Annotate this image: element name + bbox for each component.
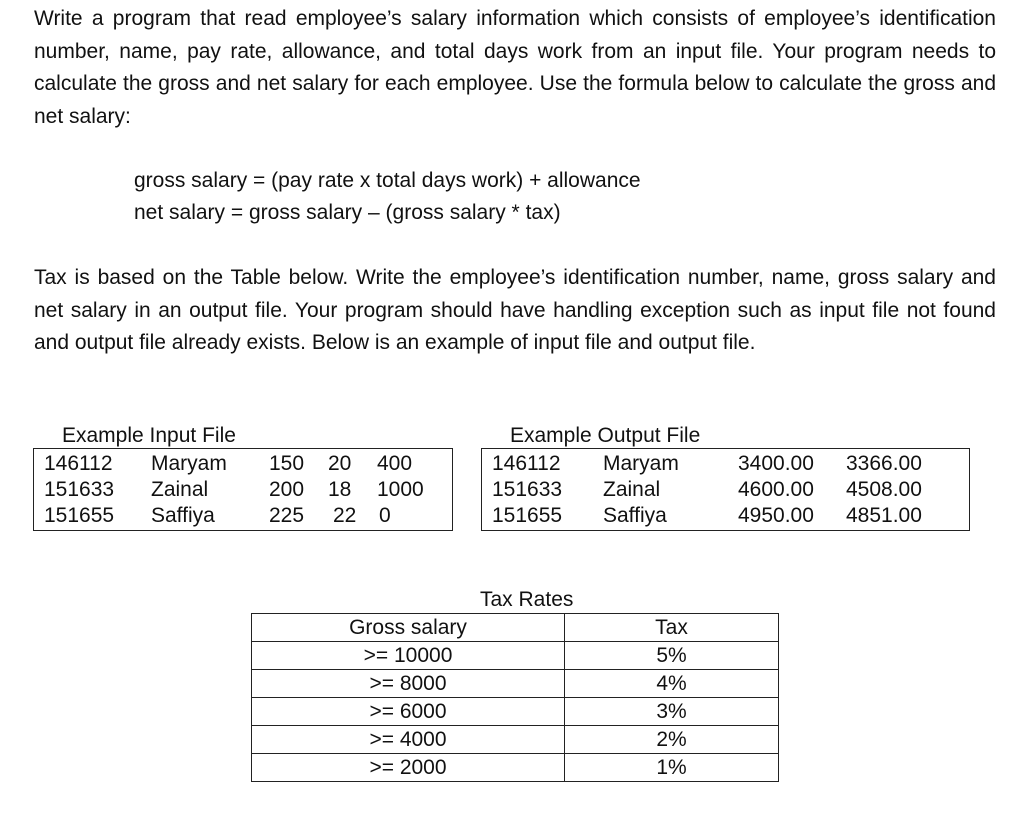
allowance: 1000	[377, 478, 424, 501]
employee-id: 151655	[44, 504, 115, 527]
employee-id: 151655	[492, 504, 563, 527]
pay-rate: 225	[269, 504, 305, 527]
output-row	[482, 477, 969, 503]
allowance: 0	[379, 504, 391, 527]
employee-name: Maryam	[603, 452, 679, 475]
gross-salary: 4600.00	[738, 478, 814, 501]
employee-name: Zainal	[151, 478, 209, 501]
employee-name: Maryam	[151, 452, 227, 475]
employee-id: 146112	[492, 452, 561, 475]
gross-threshold: >= 10000	[252, 642, 565, 670]
table-header-row	[252, 614, 779, 642]
table-row	[252, 698, 779, 726]
employee-id: 151633	[492, 478, 563, 501]
net-salary-formula: net salary = gross salary – (gross salary * tax)	[134, 201, 561, 224]
output-row	[482, 503, 969, 529]
net-salary: 3366.00	[846, 452, 922, 475]
days-worked: 22	[333, 504, 357, 527]
output-file-example	[481, 448, 970, 531]
input-row	[34, 477, 452, 503]
employee-name: Saffiya	[603, 504, 667, 527]
gross-salary-header: Gross salary	[252, 614, 565, 642]
input-row	[34, 451, 452, 477]
employee-id: 151633	[44, 478, 115, 501]
pay-rate: 200	[269, 478, 305, 501]
intro-paragraph: Write a program that read employee’s salary information which consists of employee’s identification number, name, pay rate, allowance, and total days work from an input file. Your program needs to calculate the gross and net salary for each employee. Use the formula below to calculate the gross and net salary:	[34, 7, 996, 128]
tax-rate: 3%	[565, 698, 779, 726]
gross-threshold: >= 8000	[252, 670, 565, 698]
pay-rate: 150	[269, 452, 305, 475]
gross-threshold: >= 4000	[252, 726, 565, 754]
gross-threshold: >= 2000	[252, 754, 565, 782]
input-file-example	[33, 448, 453, 531]
tax-rates-caption: Tax Rates	[480, 588, 574, 611]
tax-rate: 2%	[565, 726, 779, 754]
table-row	[252, 642, 779, 670]
tax-header: Tax	[565, 614, 779, 642]
net-salary: 4508.00	[846, 478, 922, 501]
employee-name: Zainal	[603, 478, 661, 501]
tax-note-paragraph: Tax is based on the Table below. Write the employee’s identification number, name, gross salary and net salary in an output file. Your program should have handling exception such as input file not found and output file already exists. Below is an example of input file and output file.	[34, 266, 996, 354]
table-row	[252, 670, 779, 698]
gross-threshold: >= 6000	[252, 698, 565, 726]
gross-salary-formula: gross salary = (pay rate x total days work) + allowance	[134, 169, 641, 192]
output-file-caption: Example Output File	[510, 424, 701, 447]
gross-salary: 4950.00	[738, 504, 814, 527]
net-salary: 4851.00	[846, 504, 922, 527]
allowance: 400	[377, 452, 413, 475]
table-row	[252, 726, 779, 754]
input-row	[34, 503, 452, 529]
tax-rates-table	[251, 613, 779, 782]
employee-name: Saffiya	[151, 504, 215, 527]
days-worked: 20	[328, 452, 352, 475]
input-file-caption: Example Input File	[62, 424, 236, 447]
employee-id: 146112	[44, 452, 113, 475]
days-worked: 18	[328, 478, 352, 501]
gross-salary: 3400.00	[738, 452, 814, 475]
tax-rate: 4%	[565, 670, 779, 698]
output-row	[482, 451, 969, 477]
tax-rate: 5%	[565, 642, 779, 670]
tax-rate: 1%	[565, 754, 779, 782]
table-row	[252, 754, 779, 782]
